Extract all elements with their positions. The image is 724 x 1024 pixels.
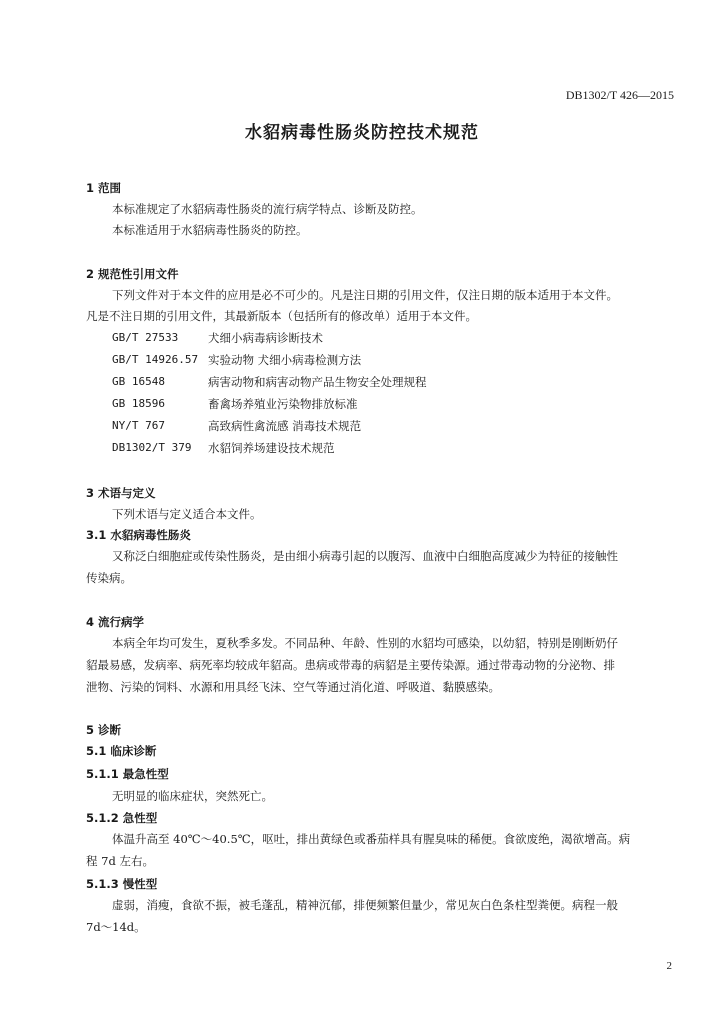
term-definition-line-1: 又称泛白细胞症或传染性肠炎，是由细小病毒引起的以腹泻、血液中白细胞高度减少为特征的接触性 — [112, 549, 618, 563]
subsection-heading-clinical: 5.1 临床诊断 — [86, 744, 157, 758]
term-definition-line-2: 传染病。 — [86, 571, 132, 585]
reference-code: GB 18596 — [112, 397, 165, 410]
document-title: 水貂病毒性肠炎防控技术规范 — [245, 123, 479, 143]
chronic-line-1: 虚弱，消瘦，食欲不振，被毛蓬乱，精神沉郁，排便频繁但量少，常见灰白色条柱型粪便。病程一般 — [112, 898, 618, 912]
epidemiology-line-3: 泄物、污染的饲料、水源和用具经飞沫、空气等通过消化道、呼吸道、黏膜感染。 — [86, 680, 500, 694]
references-intro-line-2: 凡是不注日期的引用文件，其最新版本（包括所有的修改单）适用于本文件。 — [86, 309, 477, 323]
reference-title: 犬细小病毒病诊断技术 — [208, 331, 323, 345]
reference-code: DB1302/T 379 — [112, 441, 192, 454]
acute-line-1: 体温升高至 40℃～40.5℃，呕吐，排出黄绿色或番茄样具有腥臭味的稀便。食欲废绝，渴欲增高。病 — [112, 832, 631, 846]
subsection-heading-chronic: 5.1.3 慢性型 — [86, 877, 158, 891]
section-heading-epidemiology: 4 流行病学 — [86, 615, 145, 629]
section-heading-references: 2 规范性引用文件 — [86, 267, 179, 281]
reference-code: GB 16548 — [112, 375, 165, 388]
epidemiology-line-1: 本病全年均可发生，夏秋季多发。不同品种、年龄、性别的水貂均可感染，以幼貂，特别是刚断奶仔 — [112, 636, 618, 650]
reference-title: 高致病性禽流感 消毒技术规范 — [208, 419, 362, 433]
subsection-heading-term: 3.1 水貂病毒性肠炎 — [86, 528, 191, 542]
reference-code: GB/T 27533 — [112, 331, 179, 344]
epidemiology-line-2: 貂最易感，发病率、病死率均较成年貂高。患病或带毒的病貂是主要传染源。通过带毒动物的分泌物、排 — [86, 658, 615, 672]
reference-title: 水貂饲养场建设技术规范 — [208, 441, 335, 455]
scope-paragraph-2: 本标准适用于水貂病毒性肠炎的防控。 — [112, 223, 308, 237]
subsection-heading-peracute: 5.1.1 最急性型 — [86, 767, 169, 781]
reference-code: NY/T 767 — [112, 419, 165, 432]
chronic-line-2: 7d～14d。 — [86, 920, 146, 934]
page-number: 2 — [666, 960, 672, 972]
reference-title: 实验动物 犬细小病毒检测方法 — [208, 353, 362, 367]
section-heading-scope: 1 范围 — [86, 181, 122, 195]
standard-code: DB1302/T 426—2015 — [565, 88, 674, 102]
subsection-heading-acute: 5.1.2 急性型 — [86, 811, 158, 825]
acute-line-2: 程 7d 左右。 — [86, 854, 154, 868]
section-heading-diagnosis: 5 诊断 — [86, 723, 122, 737]
peracute-paragraph: 无明显的临床症状，突然死亡。 — [112, 789, 273, 803]
reference-code: GB/T 14926.57 — [112, 353, 199, 366]
terms-paragraph: 下列术语与定义适合本文件。 — [112, 507, 262, 521]
scope-paragraph-1: 本标准规定了水貂病毒性肠炎的流行病学特点、诊断及防控。 — [112, 202, 423, 216]
references-intro-line-1: 下列文件对于本文件的应用是必不可少的。凡是注日期的引用文件，仅注日期的版本适用于本文件。 — [112, 288, 618, 302]
reference-title: 畜禽场养殖业污染物排放标准 — [208, 397, 358, 411]
reference-title: 病害动物和病害动物产品生物安全处理规程 — [208, 375, 427, 389]
section-heading-terms: 3 术语与定义 — [86, 486, 156, 500]
